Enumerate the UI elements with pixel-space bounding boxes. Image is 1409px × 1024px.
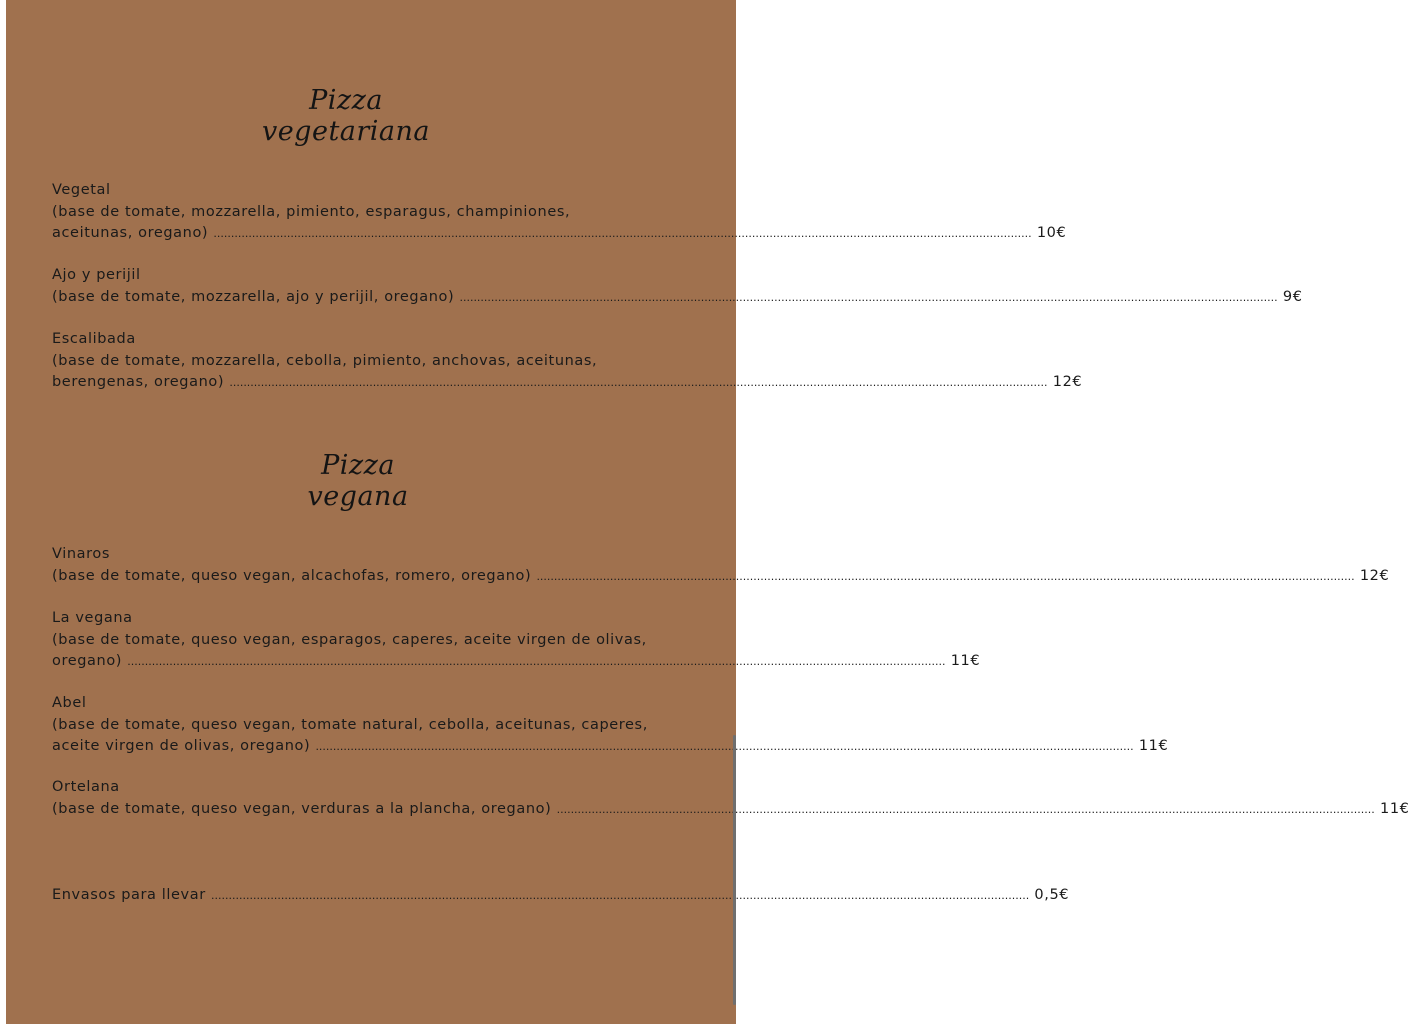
- item-price-line: [52, 287, 1303, 309]
- dot-leader: [127, 655, 945, 668]
- item-name: Escalibada: [52, 331, 136, 347]
- dot-leader: [229, 376, 1047, 389]
- dot-leader: [315, 740, 1133, 753]
- menu-item-vegetal: [52, 180, 1067, 245]
- menu-item-vinaros: [52, 544, 1390, 587]
- menu-item-envasos: [52, 885, 1070, 907]
- item-name: La vegana: [52, 610, 133, 626]
- item-name: Ortelana: [52, 779, 120, 795]
- item-price-line: [52, 799, 1409, 821]
- item-price: 0,5€: [1034, 887, 1070, 903]
- item-name: Vinaros: [52, 546, 110, 562]
- section-title-vegana: [258, 450, 458, 512]
- item-description: (base de tomate, queso vegan, alcachofas, romero, oregano): [52, 567, 532, 584]
- item-price-line: [52, 372, 1083, 394]
- menu-item-ortelana: [52, 777, 1409, 820]
- dot-leader: [459, 291, 1277, 304]
- section-title-line: Pizza: [309, 85, 383, 116]
- item-description: (base de tomate, mozzarella, cebolla, pimiento, anchovas, aceitunas,: [52, 352, 598, 369]
- item-price: 12€: [1052, 374, 1083, 390]
- item-name: Envasos para llevar: [52, 887, 206, 903]
- item-description: (base de tomate, queso vegan, verduras a la plancha, oregano): [52, 800, 552, 817]
- item-price-line: [52, 651, 981, 673]
- item-price-line: [52, 566, 1390, 588]
- item-description: aceite virgen de olivas, oregano): [52, 738, 311, 754]
- menu-item-abel: [52, 693, 1169, 758]
- item-price: 10€: [1036, 225, 1067, 241]
- item-description: berengenas, oregano): [52, 374, 225, 390]
- item-price-line: [52, 885, 1070, 907]
- item-description: aceitunas, oregano): [52, 225, 209, 241]
- item-price: 11€: [950, 653, 981, 669]
- item-description: (base de tomate, queso vegan, esparagos, caperes, aceite virgen de olivas,: [52, 631, 647, 648]
- item-price-line: [52, 223, 1067, 245]
- item-price: 11€: [1380, 800, 1409, 817]
- dot-leader: [536, 570, 1354, 583]
- dot-leader: [557, 803, 1375, 816]
- item-name: Ajo y perijil: [52, 267, 141, 283]
- item-price: 11€: [1138, 738, 1169, 754]
- item-name: Vegetal: [52, 182, 111, 198]
- section-title-line: Pizza: [321, 450, 395, 481]
- menu-item-ajo-y-perijil: [52, 265, 1303, 308]
- item-price-line: [52, 736, 1169, 758]
- item-description: (base de tomate, mozzarella, pimiento, esparagus, champiniones,: [52, 203, 571, 220]
- item-price: 12€: [1359, 567, 1390, 584]
- item-description: (base de tomate, queso vegan, tomate natural, cebolla, aceitunas, caperes,: [52, 716, 648, 733]
- dot-leader: [213, 227, 1031, 240]
- item-description: (base de tomate, mozzarella, ajo y perijil, oregano): [52, 288, 455, 305]
- item-name: Abel: [52, 695, 87, 711]
- scrollbar[interactable]: [733, 735, 736, 1005]
- menu-item-la-vegana: [52, 608, 981, 673]
- menu-page: [6, 0, 1409, 1024]
- section-title-line: vegana: [307, 481, 409, 512]
- section-title-vegetariana: [246, 85, 446, 147]
- dot-leader: [211, 889, 1029, 902]
- item-price: 9€: [1282, 288, 1303, 305]
- item-description: oregano): [52, 653, 123, 669]
- menu-item-escalibada: [52, 329, 1083, 394]
- section-title-line: vegetariana: [261, 116, 431, 147]
